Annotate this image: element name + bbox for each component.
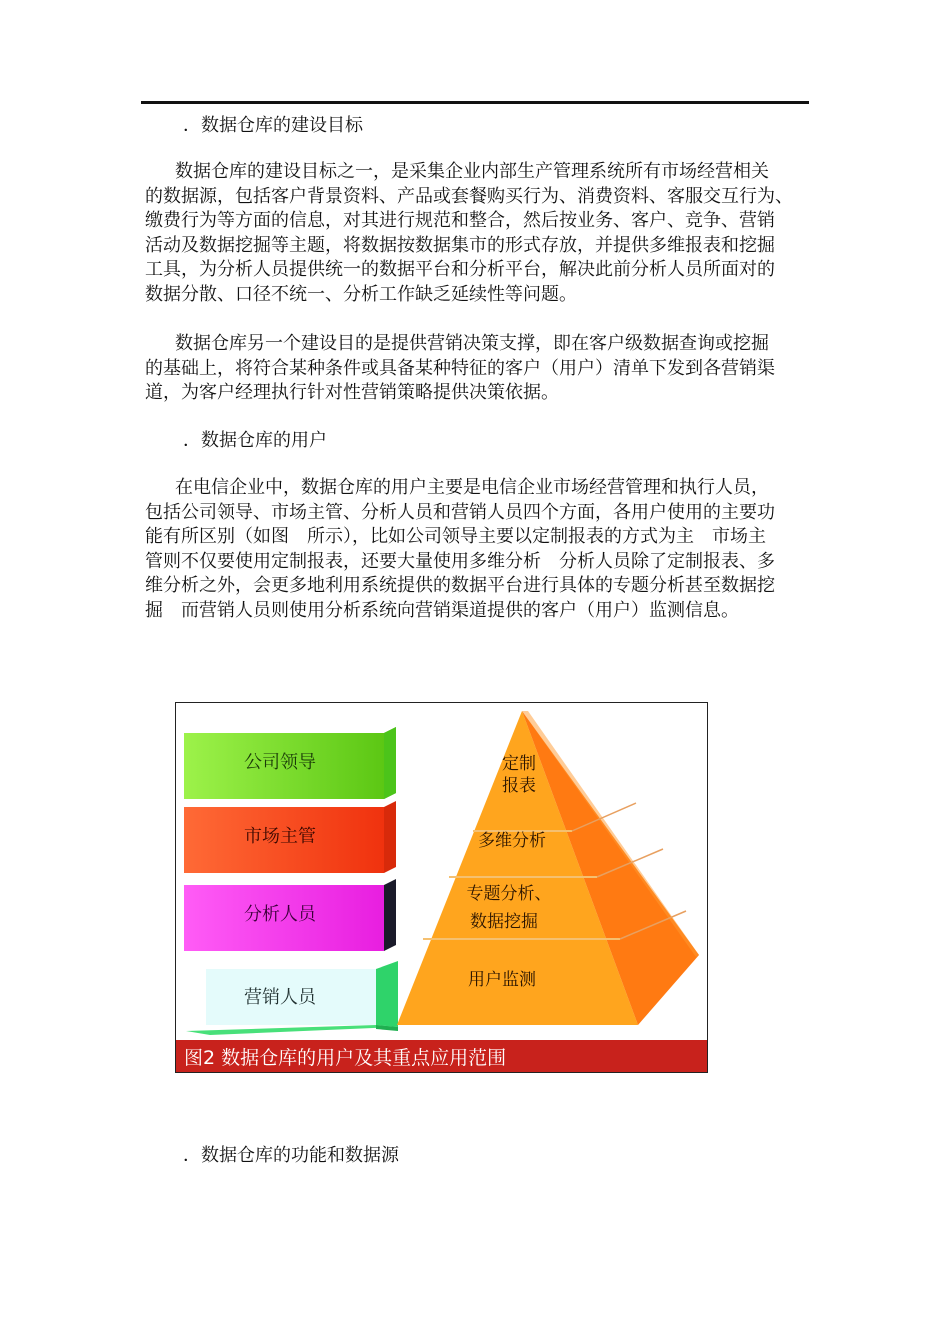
- text-line: 缴费行为等方面的信息，对其进行规范和整合，然后按业务、客户、竞争、营销: [145, 210, 775, 232]
- text-line: 维分析之外，会更多地利用系统提供的数据平台进行具体的专题分析甚至数据挖: [145, 575, 775, 597]
- text-line: 活动及数据挖掘等主题，将数据按数据集市的形式存放，并提供多维报表和挖掘: [145, 234, 775, 256]
- user-label-leader: 公司领导: [244, 752, 316, 773]
- figure-caption: 图2 数据仓库的用户及其重点应用范围: [184, 1047, 507, 1069]
- text-line: 掘 而营销人员则使用分析系统向营销渠道提供的客户（用户）监测信息。: [145, 599, 739, 621]
- figure-svg: [176, 703, 707, 1072]
- section-heading-users: ．数据仓库的用户: [183, 430, 327, 451]
- pyramid-level1-line1: 定制: [502, 754, 536, 774]
- text-line: 工具，为分析人员提供统一的数据平台和分析平台，解决此前分析人员所面对的: [145, 259, 775, 281]
- paragraph-users: [145, 476, 809, 624]
- section-heading-goals: ．数据仓库的建设目标: [183, 115, 363, 136]
- text-line: 能有所区别（如图 所示），比如公司领导主要以定制报表的方式为主 市场主: [145, 526, 766, 548]
- user-label-marketing: 营销人员: [244, 987, 316, 1008]
- text-line: 数据仓库的建设目标之一，是采集企业内部生产管理系统所有市场经营相关: [175, 161, 769, 182]
- paragraph-goals-1: [145, 160, 809, 308]
- pyramid-level2: 多维分析: [478, 831, 546, 851]
- text-line: 的基础上，将符合某种条件或具备某种特征的客户（用户）清单下发到各营销渠: [145, 357, 775, 379]
- text-line: 道，为客户经理执行针对性营销策略提供决策依据。: [145, 382, 559, 404]
- text-line: 数据仓库另一个建设目的是提供营销决策支撑，即在客户级数据查询或挖掘: [175, 333, 769, 354]
- pyramid: [397, 711, 699, 1025]
- pyramid-level3-line1: 专题分析、: [466, 884, 552, 904]
- pyramid-level3-line2: 数据挖掘: [470, 912, 538, 932]
- text-line: 管则不仅要使用定制报表，还要大量使用多维分析 分析人员除了定制报表、多: [145, 550, 775, 572]
- pyramid-level1-line2: 报表: [502, 776, 536, 796]
- section-heading-functions: ．数据仓库的功能和数据源: [183, 1145, 399, 1166]
- text-line: 包括公司领导、市场主管、分析人员和营销人员四个方面，各用户使用的主要功: [145, 501, 775, 523]
- top-rule: [141, 101, 809, 104]
- text-line: 在电信企业中，数据仓库的用户主要是电信企业市场经营管理和执行人员，: [175, 477, 769, 498]
- user-label-analyst: 分析人员: [244, 904, 316, 925]
- user-label-manager: 市场主管: [244, 826, 316, 847]
- pyramid-level4: 用户监测: [468, 970, 536, 990]
- text-line: 的数据源，包括客户背景资料、产品或套餐购买行为、消费资料、客服交互行为、: [145, 185, 793, 207]
- text-line: 数据分散、口径不统一、分析工作缺乏延续性等问题。: [145, 283, 577, 305]
- figure-users-pyramid: [175, 702, 708, 1073]
- paragraph-goals-2: [145, 332, 809, 406]
